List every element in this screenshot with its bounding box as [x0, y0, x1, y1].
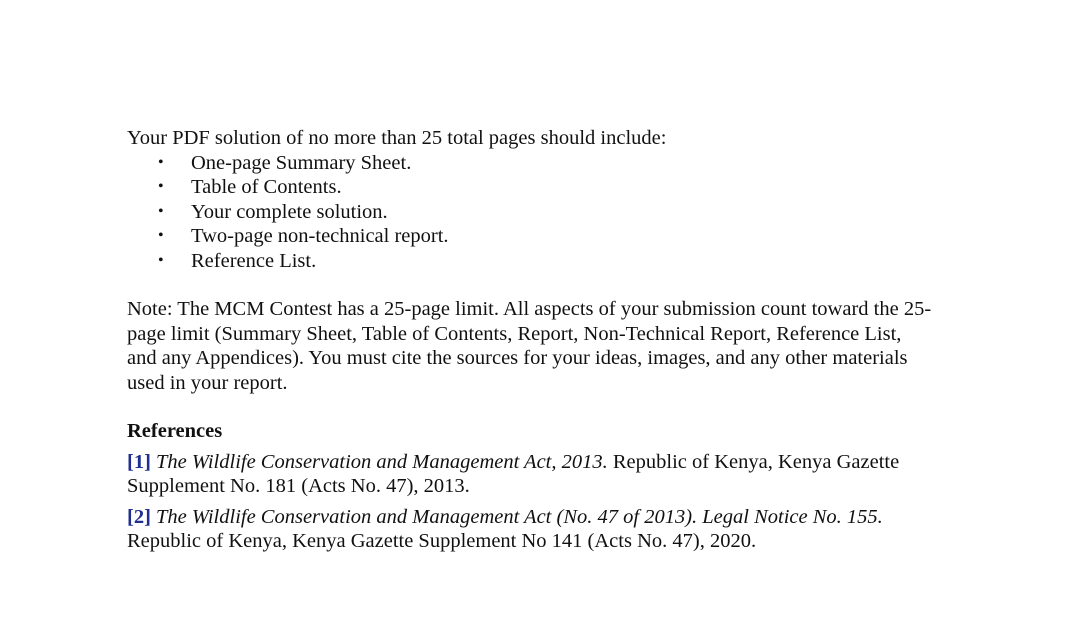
list-item	[127, 249, 957, 274]
bullet-icon: •	[158, 251, 164, 269]
list-item-text: Two-page non-technical report.	[191, 225, 449, 247]
list-item-text: Reference List.	[191, 249, 317, 272]
reference-item	[127, 450, 932, 499]
document-page	[127, 126, 957, 554]
reference-title: The Wildlife Conservation and Management Act, 2013.	[156, 450, 608, 473]
reference-details: Republic of Kenya, Kenya Gazette Supplement No 141 (Acts No. 47), 2020.	[127, 530, 757, 552]
reference-details: Republic of Kenya, Kenya Gazette Supplement No. 181 (Acts No. 47), 2013.	[127, 450, 900, 497]
references-heading: References	[127, 420, 223, 442]
list-item	[127, 200, 957, 225]
list-item	[127, 151, 957, 176]
note-paragraph: Note: The MCM Contest has a 25-page limit. All aspects of your submission count toward the 25-page limit (Summary Sheet, Table of Contents, Report, Non-Technical Report, Reference List, and any Appendices). You must cite the sources for your ideas, images, and any other materials used in your report.	[127, 298, 932, 394]
reference-title: The Wildlife Conservation and Management Act (No. 47 of 2013). Legal Notice No. 155.	[156, 505, 883, 528]
list-item-text: Table of Contents.	[191, 176, 342, 198]
reference-number-link[interactable]: [2]	[127, 505, 151, 528]
list-item	[127, 224, 957, 249]
reference-number-link[interactable]: [1]	[127, 450, 151, 473]
reference-item	[127, 505, 932, 554]
bullet-icon: •	[158, 202, 164, 220]
list-item	[127, 175, 957, 200]
bullet-icon: •	[158, 153, 164, 171]
list-item-text: Your complete solution.	[191, 200, 388, 223]
bullet-icon: •	[158, 178, 164, 195]
bullet-icon: •	[158, 227, 164, 244]
intro-paragraph: Your PDF solution of no more than 25 total pages should include:	[127, 127, 667, 149]
requirements-list	[127, 151, 957, 274]
list-item-text: One-page Summary Sheet.	[191, 151, 412, 174]
